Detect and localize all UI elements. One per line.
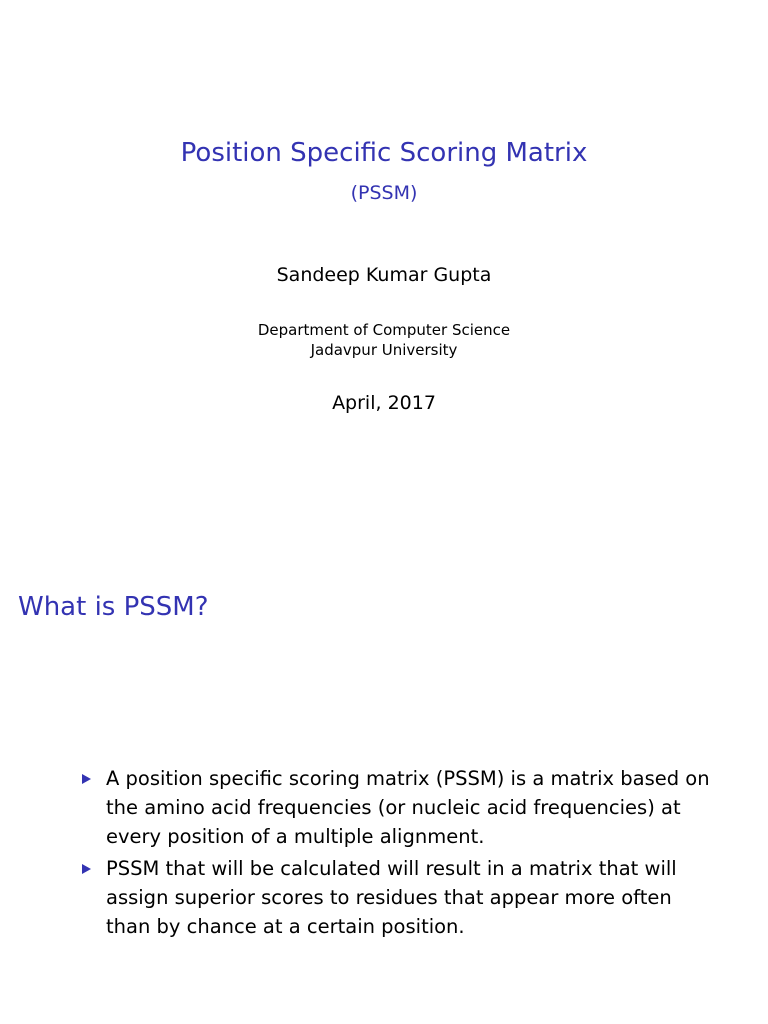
bullet-item — [80, 854, 720, 941]
bullet-item — [80, 764, 720, 851]
author-name: Sandeep Kumar Gupta — [276, 264, 492, 286]
presentation-subtitle: (PSSM) — [350, 182, 418, 204]
institute-university: Jadavpur University — [310, 341, 458, 359]
content-slide — [0, 512, 768, 1024]
slide-title: What is PSSM? — [18, 592, 209, 622]
triangle-bullet-icon — [82, 864, 91, 874]
institute — [0, 320, 768, 360]
institute-department: Department of Computer Science — [257, 321, 511, 339]
bullet-text: A position specific scoring matrix (PSSM) is a matrix based on the amino acid frequencies (or nucleic acid frequencies) at every position of a multiple alignment. — [106, 767, 710, 848]
bullet-list — [80, 764, 720, 944]
triangle-bullet-icon — [82, 774, 91, 784]
presentation-title: Position Specific Scoring Matrix — [180, 138, 588, 168]
presentation-date: April, 2017 — [332, 392, 436, 414]
bullet-text: PSSM that will be calculated will result in a matrix that will assign superior scores to residues that appear more often than by chance at a certain position. — [106, 857, 677, 938]
